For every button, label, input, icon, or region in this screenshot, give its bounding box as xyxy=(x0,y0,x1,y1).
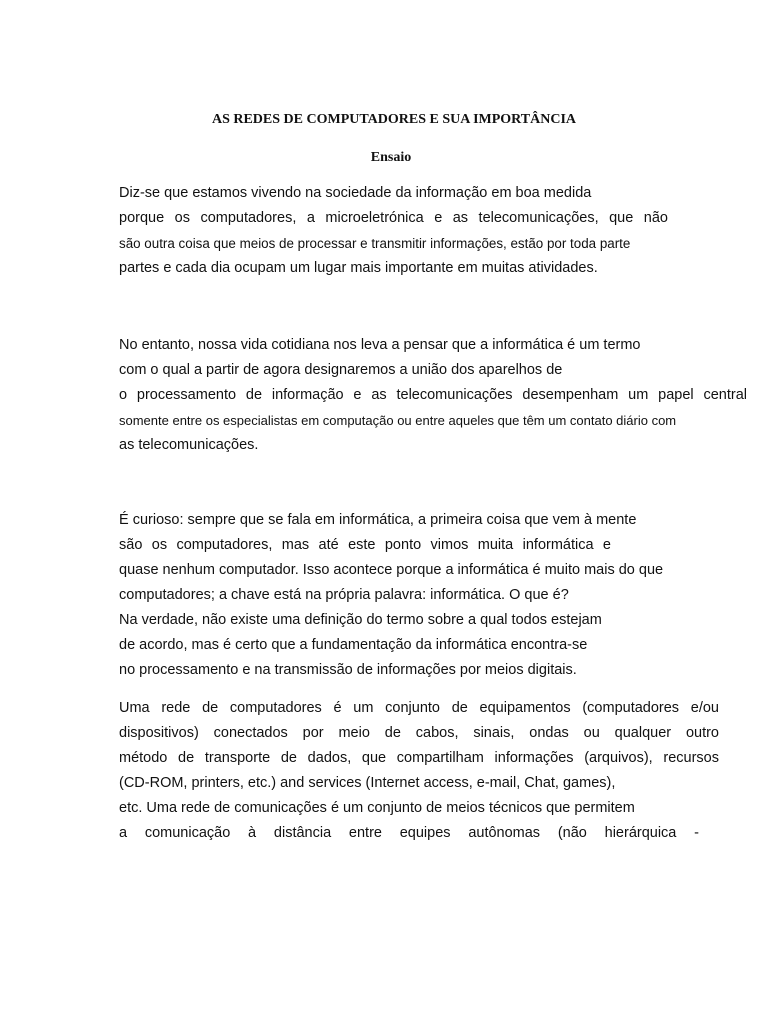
text-line: as telecomunicações. xyxy=(119,437,259,453)
paragraph-1 xyxy=(119,181,729,281)
text-line: somente entre os especialistas em computação ou entre aqueles que têm um contato diário com xyxy=(119,413,677,428)
text-line: Uma rede de computadores é um conjunto de equipamentos (computadores e/ou xyxy=(119,700,719,716)
paragraph-2 xyxy=(119,333,747,458)
text-line: Na verdade, não existe uma definição do termo sobre a qual todos estejam xyxy=(119,612,602,628)
text-line: são os computadores, mas até este ponto vimos muita informática e xyxy=(119,537,611,553)
text-line: com o qual a partir de agora designaremos a união dos aparelhos de xyxy=(119,362,563,378)
text-line: o processamento de informação e as telecomunicações desempenham um papel central xyxy=(119,387,747,403)
document-title: AS REDES DE COMPUTADORES E SUA IMPORTÂNCIA xyxy=(211,112,577,127)
paragraph-3 xyxy=(119,508,729,683)
text-line: método de transporte de dados, que compartilham informações (arquivos), recursos xyxy=(119,750,719,766)
text-line: porque os computadores, a microeletrónica e as telecomunicações, que não xyxy=(119,210,668,226)
text-line: computadores; a chave está na própria palavra: informática. O que é? xyxy=(119,587,569,603)
text-line: dispositivos) conectados por meio de cabos, sinais, ondas ou qualquer outro xyxy=(119,725,719,741)
text-line: etc. Uma rede de comunicações é um conjunto de meios técnicos que permitem xyxy=(119,800,635,816)
text-line: de acordo, mas é certo que a fundamentação da informática encontra-se xyxy=(119,637,588,653)
text-line: partes e cada dia ocupam um lugar mais importante em muitas atividades. xyxy=(119,260,598,276)
text-line: No entanto, nossa vida cotidiana nos leva a pensar que a informática é um termo xyxy=(119,337,641,353)
text-line: quase nenhum computador. Isso acontece porque a informática é muito mais do que xyxy=(119,562,664,578)
text-line: (CD-ROM, printers, etc.) and services (Internet access, e-mail, Chat, games), xyxy=(119,775,616,791)
paragraph-4 xyxy=(119,696,719,846)
text-line: no processamento e na transmissão de informações por meios digitais. xyxy=(119,662,577,678)
text-line: a comunicação à distância entre equipes autônomas (não hierárquica - xyxy=(119,825,699,841)
text-line: É curioso: sempre que se fala em informática, a primeira coisa que vem à mente xyxy=(119,512,637,528)
text-line: são outra coisa que meios de processar e transmitir informações, estão por toda parte xyxy=(119,236,631,251)
text-line: Diz-se que estamos vivendo na sociedade da informação em boa medida xyxy=(119,185,592,201)
document-subtitle: Ensaio xyxy=(370,150,412,165)
